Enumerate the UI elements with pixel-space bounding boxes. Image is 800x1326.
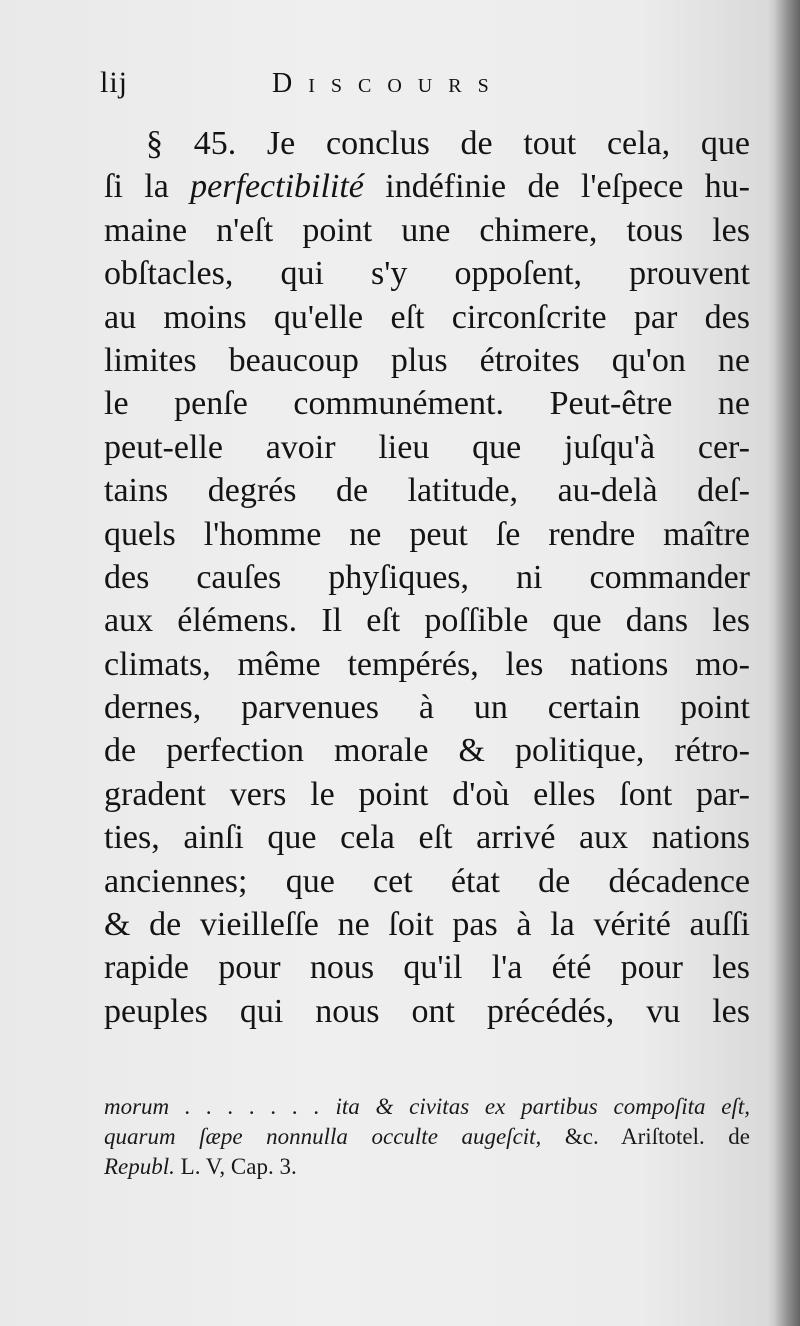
running-title: Discours [272, 68, 505, 99]
italic-text: morum . . . . . . . ita & civitas ex partibus compoſita eſt, [104, 1094, 750, 1119]
text-line [104, 686, 750, 729]
italic-text: perfectibilité [190, 168, 364, 206]
footnote [104, 1092, 750, 1182]
footnote-line [104, 1152, 750, 1182]
text-line [104, 122, 750, 165]
text-segment: quels l'homme ne peut ſe rendre maître [104, 515, 750, 553]
text-segment: de perfection morale & politique, rétro- [104, 732, 750, 770]
text-line [104, 729, 750, 772]
text-segment: L. V, Cap. 3. [174, 1154, 297, 1179]
text-line [104, 946, 750, 989]
footnote-line [104, 1092, 750, 1122]
text-line [104, 426, 750, 469]
text-segment: peut-elle avoir lieu que juſqu'à cer- [104, 428, 750, 466]
text-segment: tains degrés de latitude, au-delà deſ- [104, 472, 750, 510]
text-segment: rapide pour nous qu'il l'a été pour les [104, 949, 750, 987]
text-segment: climats, même tempérés, les nations mo- [104, 645, 750, 683]
text-segment: au moins qu'elle eſt circonſcrite par des [104, 298, 750, 336]
text-segment: § 45. Je conclus de tout cela, que [146, 125, 750, 162]
italic-text: Republ. [104, 1154, 175, 1179]
text-segment: &c. Ariſtotel. de [541, 1124, 750, 1149]
text-line [104, 903, 750, 946]
text-line [104, 816, 750, 859]
text-segment: & de vieilleſſe ne ſoit pas à la vérité auſſi [104, 906, 750, 944]
text-line [104, 643, 750, 686]
text-line [104, 773, 750, 816]
text-segment: maine n'eſt point une chimere, tous les [104, 211, 750, 249]
text-line [104, 860, 750, 903]
text-segment: des cauſes phyſiques, ni commander [104, 558, 750, 596]
text-line [104, 209, 750, 252]
text-line [104, 599, 750, 642]
text-line [104, 556, 750, 599]
text-segment: gradent vers le point d'où elles ſont par- [104, 775, 750, 813]
body-text [104, 122, 750, 1033]
page-edge-shadow [774, 0, 800, 1326]
text-segment: peuples qui nous ont précédés, vu les [104, 992, 750, 1030]
text-line [104, 252, 750, 295]
page-header [100, 66, 760, 106]
text-segment: dernes, parvenues à un certain point [104, 689, 750, 727]
text-line [104, 990, 750, 1033]
text-segment: ties, ainſi que cela eſt arrivé aux nations [104, 819, 750, 857]
text-segment: ſi la [104, 168, 191, 206]
text-line [104, 382, 750, 425]
text-segment: limites beaucoup plus étroites qu'on ne [104, 341, 750, 379]
text-line [104, 513, 750, 556]
text-line [104, 296, 750, 339]
text-segment: indéfinie de l'eſpece hu- [363, 168, 750, 206]
footnote-line [104, 1122, 750, 1152]
text-line [104, 469, 750, 512]
text-line [104, 339, 750, 382]
page-number: lij [100, 66, 129, 99]
text-segment: le penſe communément. Peut-être ne [104, 385, 750, 423]
text-segment: obſtacles, qui s'y oppoſent, prouvent [104, 255, 750, 293]
text-segment: aux élémens. Il eſt poſſible que dans les [104, 602, 750, 640]
italic-text: quarum ſæpe nonnulla occulte augeſcit, [104, 1124, 542, 1149]
text-line [104, 165, 750, 208]
text-segment: anciennes; que cet état de décadence [104, 862, 750, 900]
